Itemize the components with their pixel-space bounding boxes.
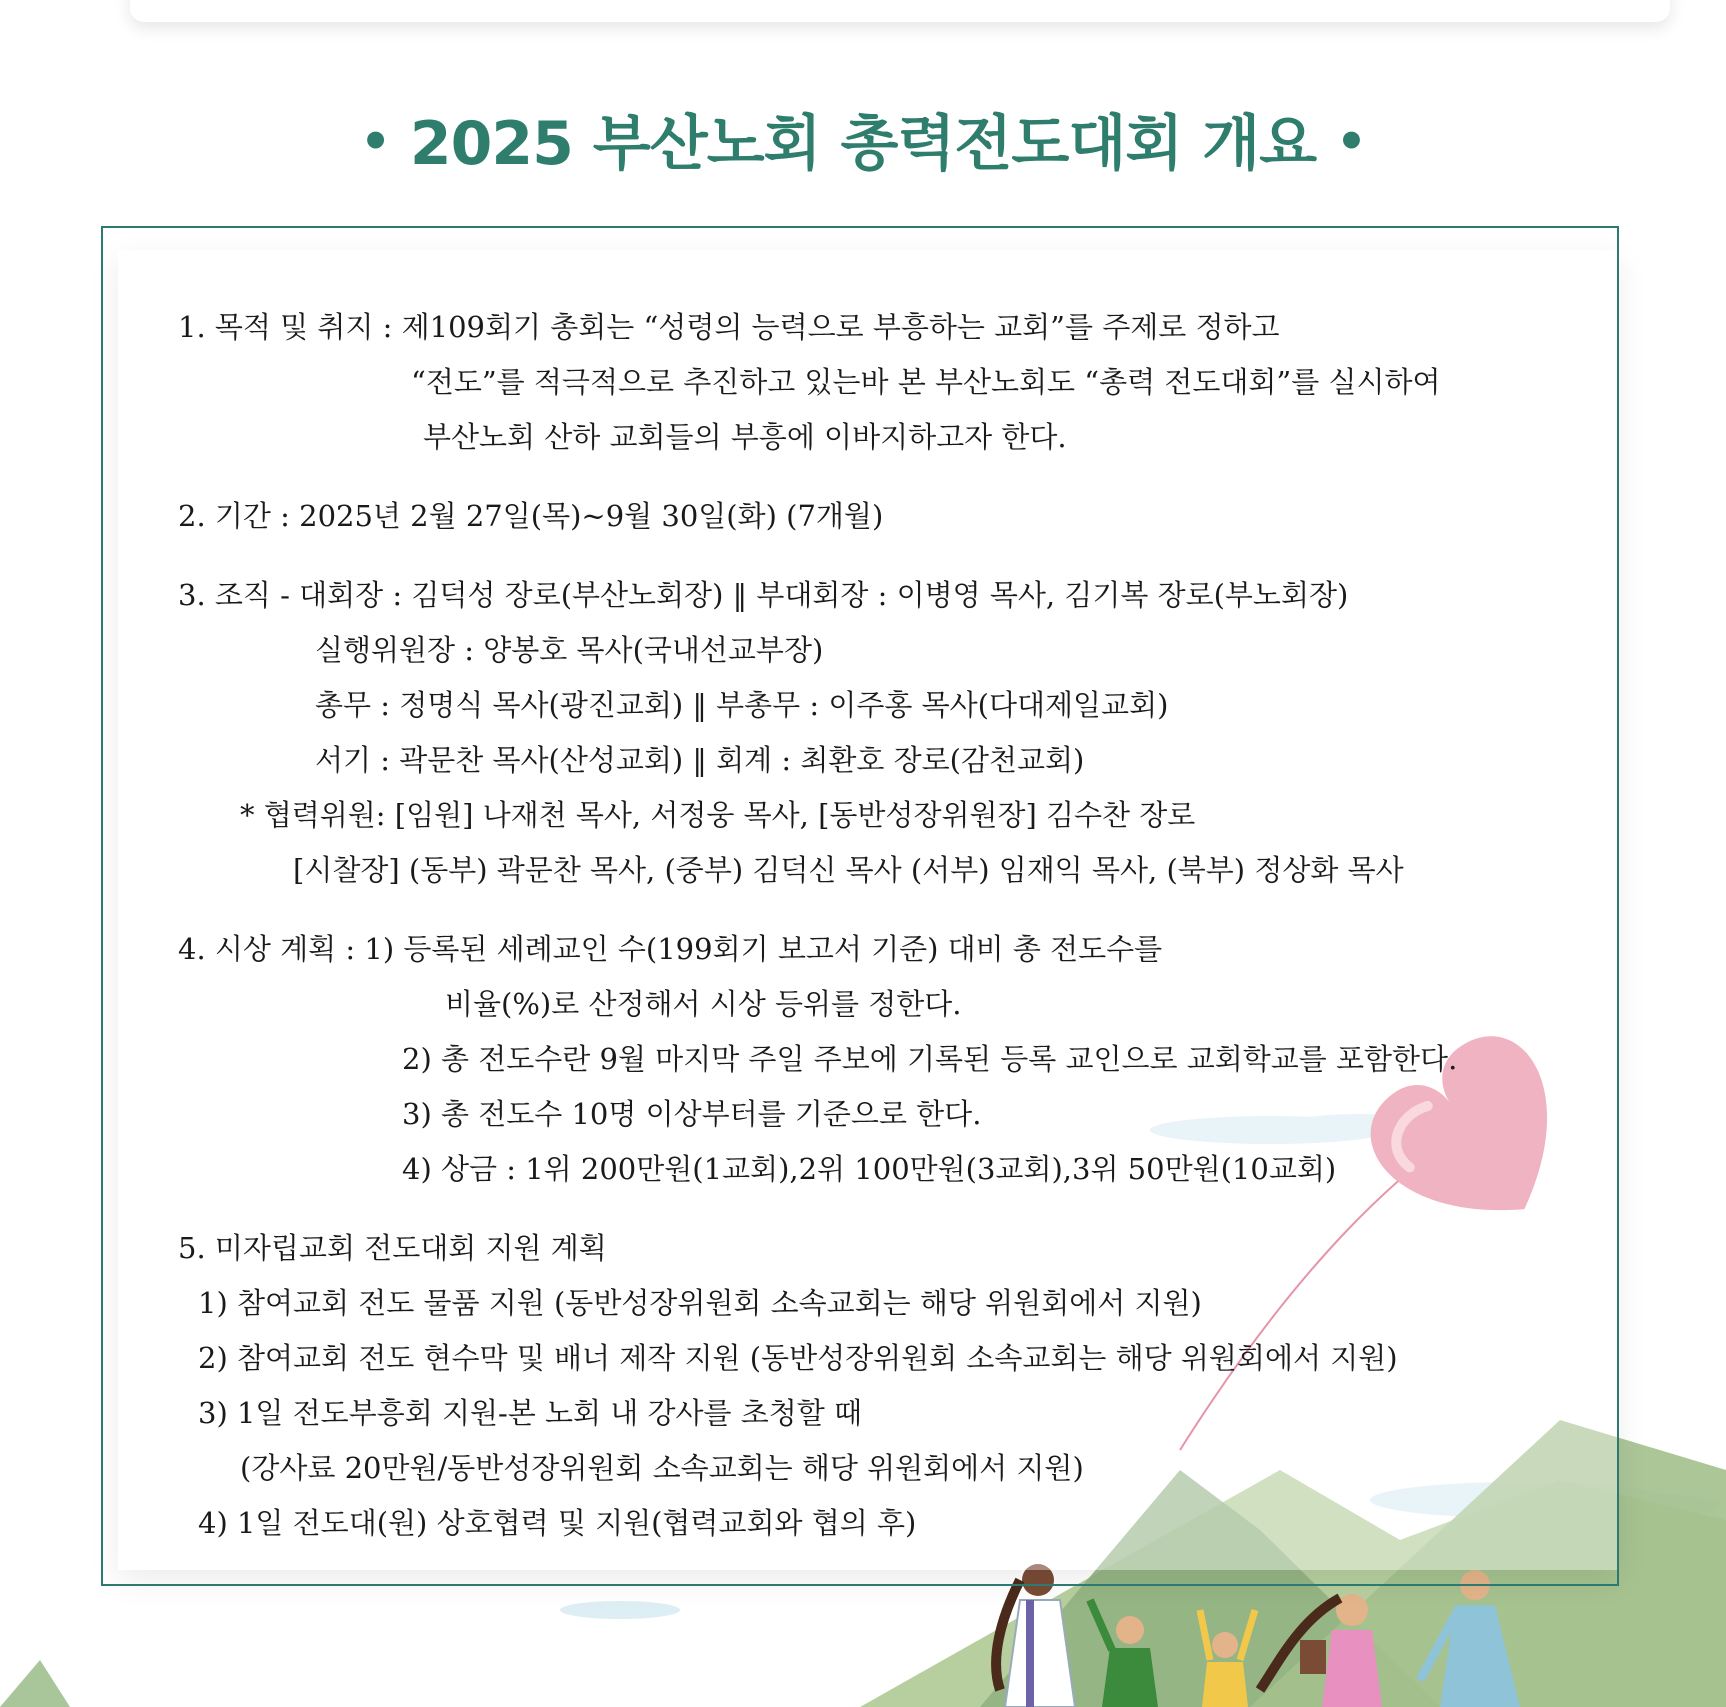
bullet-dot-right: • (1336, 114, 1366, 170)
organization-line-5: * 협력위원: [임원] 나재천 목사, 서정웅 목사, [동반성장위원장] 김수찬 장로 (240, 798, 1196, 832)
organization-line-3: 총무 : 정명식 목사(광진교회) ‖ 부총무 : 이주홍 목사(다대제일교회) (315, 688, 1169, 722)
award-line-4: 3) 총 전도수 10명 이상부터를 기준으로 한다. (402, 1097, 982, 1131)
organization-line-4: 서기 : 곽문찬 목사(산성교회) ‖ 회계 : 최환호 장로(감천교회) (315, 743, 1085, 777)
period-line: 2. 기간 : 2025년 2월 27일(목)~9월 30일(화) (7개월) (178, 499, 884, 533)
overview-content (178, 300, 1598, 1551)
organization-line-1: 3. 조직 - 대회장 : 김덕성 장로(부산노회장) ‖ 부대회장 : 이병영 목사, 김기복 장로(부노회장) (178, 578, 1349, 612)
purpose-line-1: 1. 목적 및 취지 : 제109회기 총회는 “성령의 능력으로 부흥하는 교회”를 주제로 정하고 (178, 310, 1280, 344)
support-line-6: 4) 1일 전도대(원) 상호협력 및 지원(협력교회와 협의 후) (198, 1506, 917, 1540)
support-line-3: 2) 참여교회 전도 현수막 및 배너 제작 지원 (동반성장위원회 소속교회는 해당 위원회에서 지원) (198, 1341, 1398, 1375)
page-title (0, 96, 1726, 182)
award-line-3: 2) 총 전도수란 9월 마지막 주일 주보에 기록된 등록 교인으로 교회학교를 포함한다. (402, 1042, 1458, 1076)
award-line-5: 4) 상금 : 1위 200만원(1교회),2위 100만원(3교회),3위 50만원(10교회) (402, 1152, 1337, 1186)
support-line-2: 1) 참여교회 전도 물품 지원 (동반성장위원회 소속교회는 해당 위원회에서 지원) (198, 1286, 1202, 1320)
organization-line-6: [시찰장] (동부) 곽문찬 목사, (중부) 김덕신 목사 (서부) 임재익 목사, (북부) 정상화 목사 (293, 853, 1404, 887)
title-text: 2025 부산노회 총력전도대회 개요 (409, 109, 1317, 179)
organization-line-2: 실행위원장 : 양봉호 목사(국내선교부장) (315, 633, 824, 667)
purpose-line-2: “전도”를 적극적으로 추진하고 있는바 본 부산노회도 “총력 전도대회”를 실시하여 (411, 365, 1441, 399)
support-line-4: 3) 1일 전도부흥회 지원-본 노회 내 강사를 초청할 때 (198, 1396, 863, 1430)
award-line-1: 4. 시상 계획 : 1) 등록된 세례교인 수(199회기 보고서 기준) 대비 총 전도수를 (178, 932, 1163, 966)
purpose-line-3: 부산노회 산하 교회들의 부흥에 이바지하고자 한다. (423, 420, 1067, 454)
support-line-1: 5. 미자립교회 전도대회 지원 계획 (178, 1231, 607, 1265)
support-line-5: (강사료 20만원/동반성장위원회 소속교회는 해당 위원회에서 지원) (240, 1451, 1084, 1485)
award-line-2: 비율(%)로 산정해서 시상 등위를 정한다. (445, 987, 962, 1021)
bullet-dot-left: • (360, 114, 390, 170)
